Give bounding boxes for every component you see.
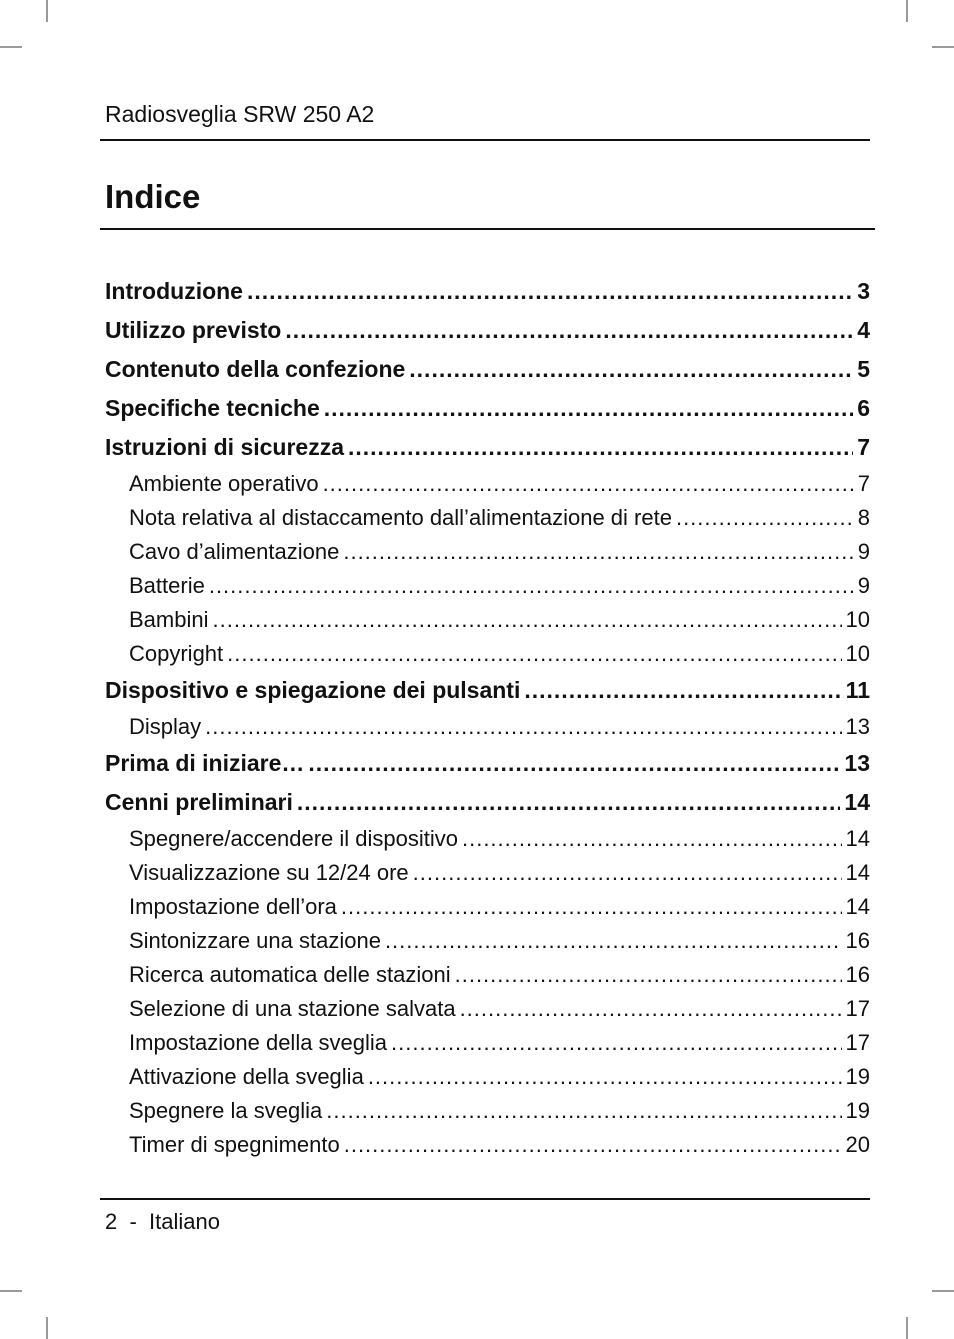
toc-entry-title: Introduzione [105,278,243,304]
toc-section-entry[interactable] [105,428,870,467]
toc-dot-leader [391,1026,841,1060]
page-footer [105,1208,220,1236]
footer-page-number: 2 [105,1209,118,1234]
toc-page-number: 10 [845,607,870,632]
crop-mark-top-left [46,0,48,22]
toc-entry-title: Cavo d’alimentazione [129,539,340,564]
toc-entry-title: Timer di spegnimento [129,1132,340,1157]
crop-mark-right-bottom [932,1290,954,1292]
toc-subsection-entry[interactable] [105,535,870,569]
toc-page-number: 14 [845,860,870,885]
toc-entry-title: Istruzioni di sicurezza [105,434,344,460]
toc-entry-title: Impostazione della sveglia [129,1030,388,1055]
toc-dot-leader [326,1094,841,1128]
toc-page-number: 11 [845,677,870,703]
toc-subsection-entry[interactable] [105,637,870,671]
toc-dot-leader [227,637,841,671]
toc-page-number: 4 [857,317,870,343]
toc-dot-leader [348,428,853,467]
toc-entry-title: Sintonizzare una stazione [129,928,381,953]
toc-page-number: 20 [845,1132,870,1157]
toc-page-number: 7 [857,434,870,460]
toc-subsection-entry[interactable] [105,1026,870,1060]
toc-entry-title: Impostazione dell’ora [129,894,337,919]
toc-section-entry[interactable] [105,311,870,350]
toc-dot-leader [209,569,854,603]
table-of-contents [105,272,870,1162]
crop-mark-left-bottom [0,1290,22,1292]
toc-dot-leader [308,744,840,783]
toc-entry-title: Selezione di una stazione salvata [129,996,456,1021]
toc-page-number: 6 [857,395,870,421]
toc-subsection-entry[interactable] [105,958,870,992]
toc-page-number: 14 [845,826,870,851]
toc-dot-leader [409,350,853,389]
toc-page-number: 9 [857,573,870,598]
toc-entry-title: Visualizzazione su 12/24 ore [129,860,409,885]
toc-dot-leader [413,856,842,890]
toc-page-number: 5 [857,356,870,382]
footer-rule [100,1198,870,1200]
page-title: Indice [105,178,201,215]
toc-subsection-entry[interactable] [105,890,870,924]
toc-section-entry[interactable] [105,350,870,389]
toc-section-entry[interactable] [105,783,870,822]
toc-entry-title: Display [129,714,202,739]
toc-subsection-entry[interactable] [105,569,870,603]
toc-page-number: 13 [845,714,870,739]
toc-subsection-entry[interactable] [105,1094,870,1128]
toc-subsection-entry[interactable] [105,924,870,958]
toc-entry-title: Nota relativa al distaccamento dall’alimentazione di rete [129,505,672,530]
toc-dot-leader [247,272,853,311]
crop-mark-top-right [906,0,908,22]
toc-dot-leader [285,311,853,350]
crop-mark-bottom-left [46,1317,48,1339]
toc-page-number: 8 [857,505,870,530]
toc-page-number: 16 [845,962,870,987]
toc-entry-title: Dispositivo e spiegazione dei pulsanti [105,677,521,703]
toc-subsection-entry[interactable] [105,822,870,856]
toc-dot-leader [324,389,853,428]
crop-mark-bottom-right [906,1317,908,1339]
toc-section-entry[interactable] [105,389,870,428]
toc-dot-leader [455,958,842,992]
crop-mark-right-top [932,46,954,48]
toc-dot-leader [676,501,854,535]
crop-mark-left-top [0,46,22,48]
toc-page-number: 14 [845,894,870,919]
toc-page-number: 17 [845,996,870,1021]
toc-subsection-entry[interactable] [105,501,870,535]
toc-entry-title: Spegnere la sveglia [129,1098,323,1123]
toc-dot-leader [323,467,854,501]
toc-dot-leader [205,710,841,744]
toc-section-entry[interactable] [105,272,870,311]
toc-subsection-entry[interactable] [105,992,870,1026]
toc-subsection-entry[interactable] [105,1060,870,1094]
footer-separator: - [129,1209,137,1234]
toc-dot-leader [385,924,842,958]
header-rule [100,139,870,141]
toc-dot-leader [344,1128,842,1162]
toc-page-number: 19 [845,1098,870,1123]
toc-entry-title: Utilizzo previsto [105,317,282,343]
toc-dot-leader [343,535,853,569]
title-rule [100,228,875,230]
toc-dot-leader [341,890,842,924]
toc-entry-title: Cenni preliminari [105,789,293,815]
toc-entry-title: Contenuto della confezione [105,356,406,382]
toc-subsection-entry[interactable] [105,603,870,637]
toc-entry-title: Prima di iniziare… [105,750,305,776]
toc-entry-title: Spegnere/accendere il dispositivo [129,826,458,851]
toc-page-number: 13 [844,750,870,776]
toc-page-number: 7 [857,471,870,496]
toc-dot-leader [460,992,842,1026]
toc-dot-leader [462,822,842,856]
running-header: Radiosveglia SRW 250 A2 [105,101,375,127]
toc-page-number: 3 [857,278,870,304]
toc-dot-leader [297,783,841,822]
toc-page-number: 14 [844,789,870,815]
toc-subsection-entry[interactable] [105,710,870,744]
toc-page-number: 17 [845,1030,870,1055]
toc-dot-leader [212,603,841,637]
toc-entry-title: Copyright [129,641,224,666]
toc-subsection-entry[interactable] [105,467,870,501]
toc-page-number: 16 [845,928,870,953]
toc-entry-title: Specifiche tecniche [105,395,320,421]
toc-dot-leader [524,671,841,710]
toc-page-number: 9 [857,539,870,564]
toc-page-number: 19 [845,1064,870,1089]
footer-language: Italiano [149,1209,220,1234]
toc-dot-leader [368,1060,842,1094]
toc-section-entry[interactable] [105,744,870,783]
toc-section-entry[interactable] [105,671,870,710]
toc-entry-title: Attivazione della sveglia [129,1064,364,1089]
toc-entry-title: Ricerca automatica delle stazioni [129,962,451,987]
toc-page-number: 10 [845,641,870,666]
toc-entry-title: Bambini [129,607,209,632]
toc-subsection-entry[interactable] [105,1128,870,1162]
toc-entry-title: Ambiente operativo [129,471,319,496]
toc-subsection-entry[interactable] [105,856,870,890]
toc-entry-title: Batterie [129,573,205,598]
